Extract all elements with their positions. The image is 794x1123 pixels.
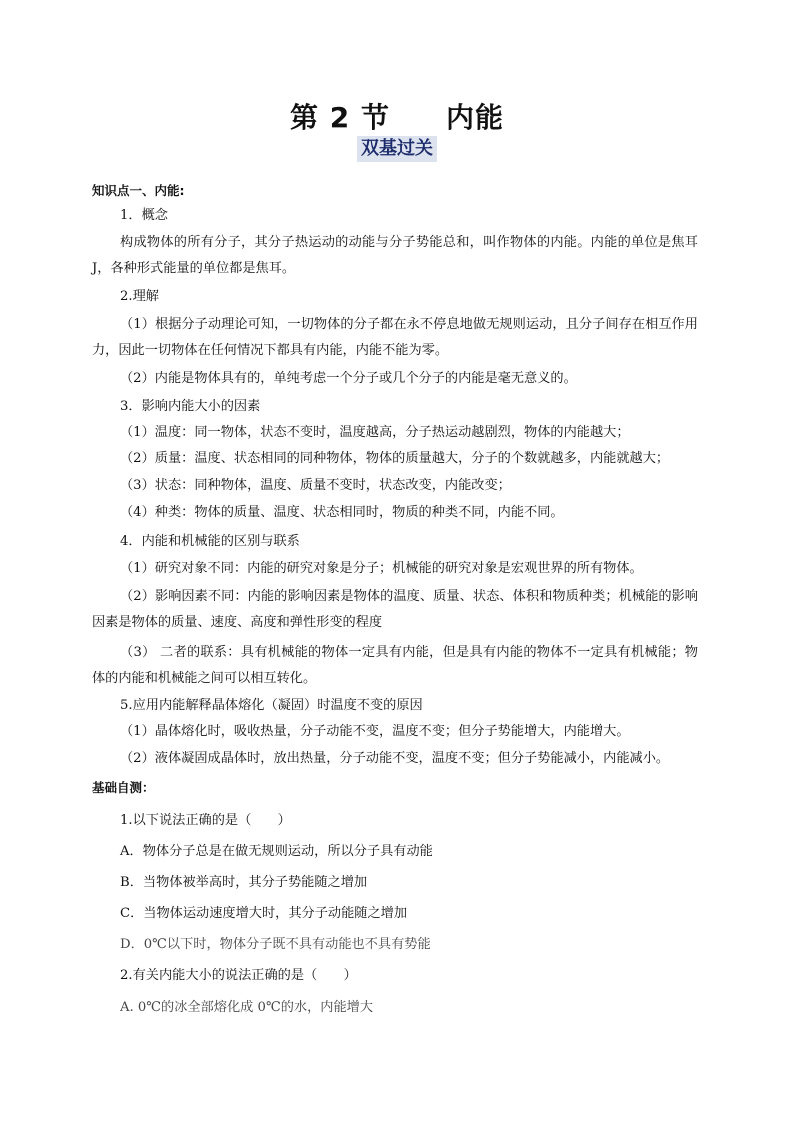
s2-title: 2.理解 <box>120 289 159 304</box>
s1-paragraph: 构成物体的所有分子，其分子热运动的动能与分子势能总和，叫作物体的内能。内能的单位是焦耳 J，各种形式能量的单位都是焦耳。 <box>92 235 698 276</box>
q2-stem: 2.有关内能大小的说法正确的是（ ） <box>120 968 357 983</box>
s3-item-3: （3）状态：同种物体，温度、质量不变时，状态改变，内能改变； <box>120 478 511 493</box>
s4-item-1: （1）研究对象不同：内能的研究对象是分子；机械能的研究对象是宏观世界的所有物体。 <box>120 561 643 576</box>
s3-item-2: （2）质量：温度、状态相同的同种物体，物体的质量越大，分子的个数就越多，内能就越大； <box>120 451 670 466</box>
page-title <box>0 96 794 136</box>
q1-option-c: C．当物体运动速度增大时，其分子动能随之增加 <box>120 906 408 921</box>
s4-title: 4．内能和机械能的区别与联系 <box>120 534 300 549</box>
section-number: 第 2 节 <box>290 101 390 134</box>
s2-paragraph-2: （2）内能是物体具有的，单纯考虑一个分子或几个分子的内能是毫无意义的。 <box>120 371 577 386</box>
q2-option-a: A. 0℃的冰全部熔化成 0℃的水，内能增大 <box>120 1000 374 1015</box>
s3-item-4: （4）种类：物体的质量、温度、状态相同时，物质的种类不同，内能不同。 <box>120 505 564 520</box>
q1-option-a: A．物体分子总是在做无规则运动，所以分子具有动能 <box>120 844 433 859</box>
s3-title: 3．影响内能大小的因素 <box>120 399 261 414</box>
subtitle-badge: 双基过关 <box>357 136 437 162</box>
topic-title: 内能 <box>445 101 504 134</box>
s5-item-1: （1）晶体熔化时，吸收热量，分子动能不变，温度不变；但分子势能增大，内能增大。 <box>120 724 630 739</box>
s3-item-1: （1）温度：同一物体，状态不变时，温度越高，分子热运动越剧烈，物体的内能越大； <box>120 425 630 440</box>
q1-option-b: B．当物体被举高时，其分子势能随之增加 <box>120 875 368 890</box>
s5-title: 5.应用内能解释晶体熔化（凝固）时温度不变的原因 <box>120 698 423 713</box>
s5-item-2: （2）液体凝固成晶体时，放出热量，分子动能不变，温度不变；但分子势能减小，内能减小。 <box>120 751 670 766</box>
selftest-heading: 基础自测： <box>92 780 155 795</box>
s4-item-2: （2）影响因素不同：内能的影响因素是物体的温度、质量、状态、体积和物质种类；机械能的影响因素是物体的质量、速度、高度和弹性形变的程度 <box>92 589 698 630</box>
knowledge-heading: 知识点一、内能: <box>92 183 185 198</box>
s4-item-3: （3） 二者的联系：具有机械能的物体一定具有内能，但是具有内能的物体不一定具有机械能；物体的内能和机械能之间可以相互转化。 <box>92 645 698 686</box>
q1-stem: 1.以下说法正确的是（ ） <box>120 813 291 828</box>
s1-title: 1．概念 <box>120 208 168 223</box>
q1-option-d: D．0℃以下时，物体分子既不具有动能也不具有势能 <box>120 937 431 952</box>
s2-paragraph-1: （1）根据分子动理论可知，一切物体的分子都在永不停息地做无规则运动，且分子间存在相互作用力，因此一切物体在任何情况下都具有内能，内能不能为零。 <box>92 317 698 358</box>
